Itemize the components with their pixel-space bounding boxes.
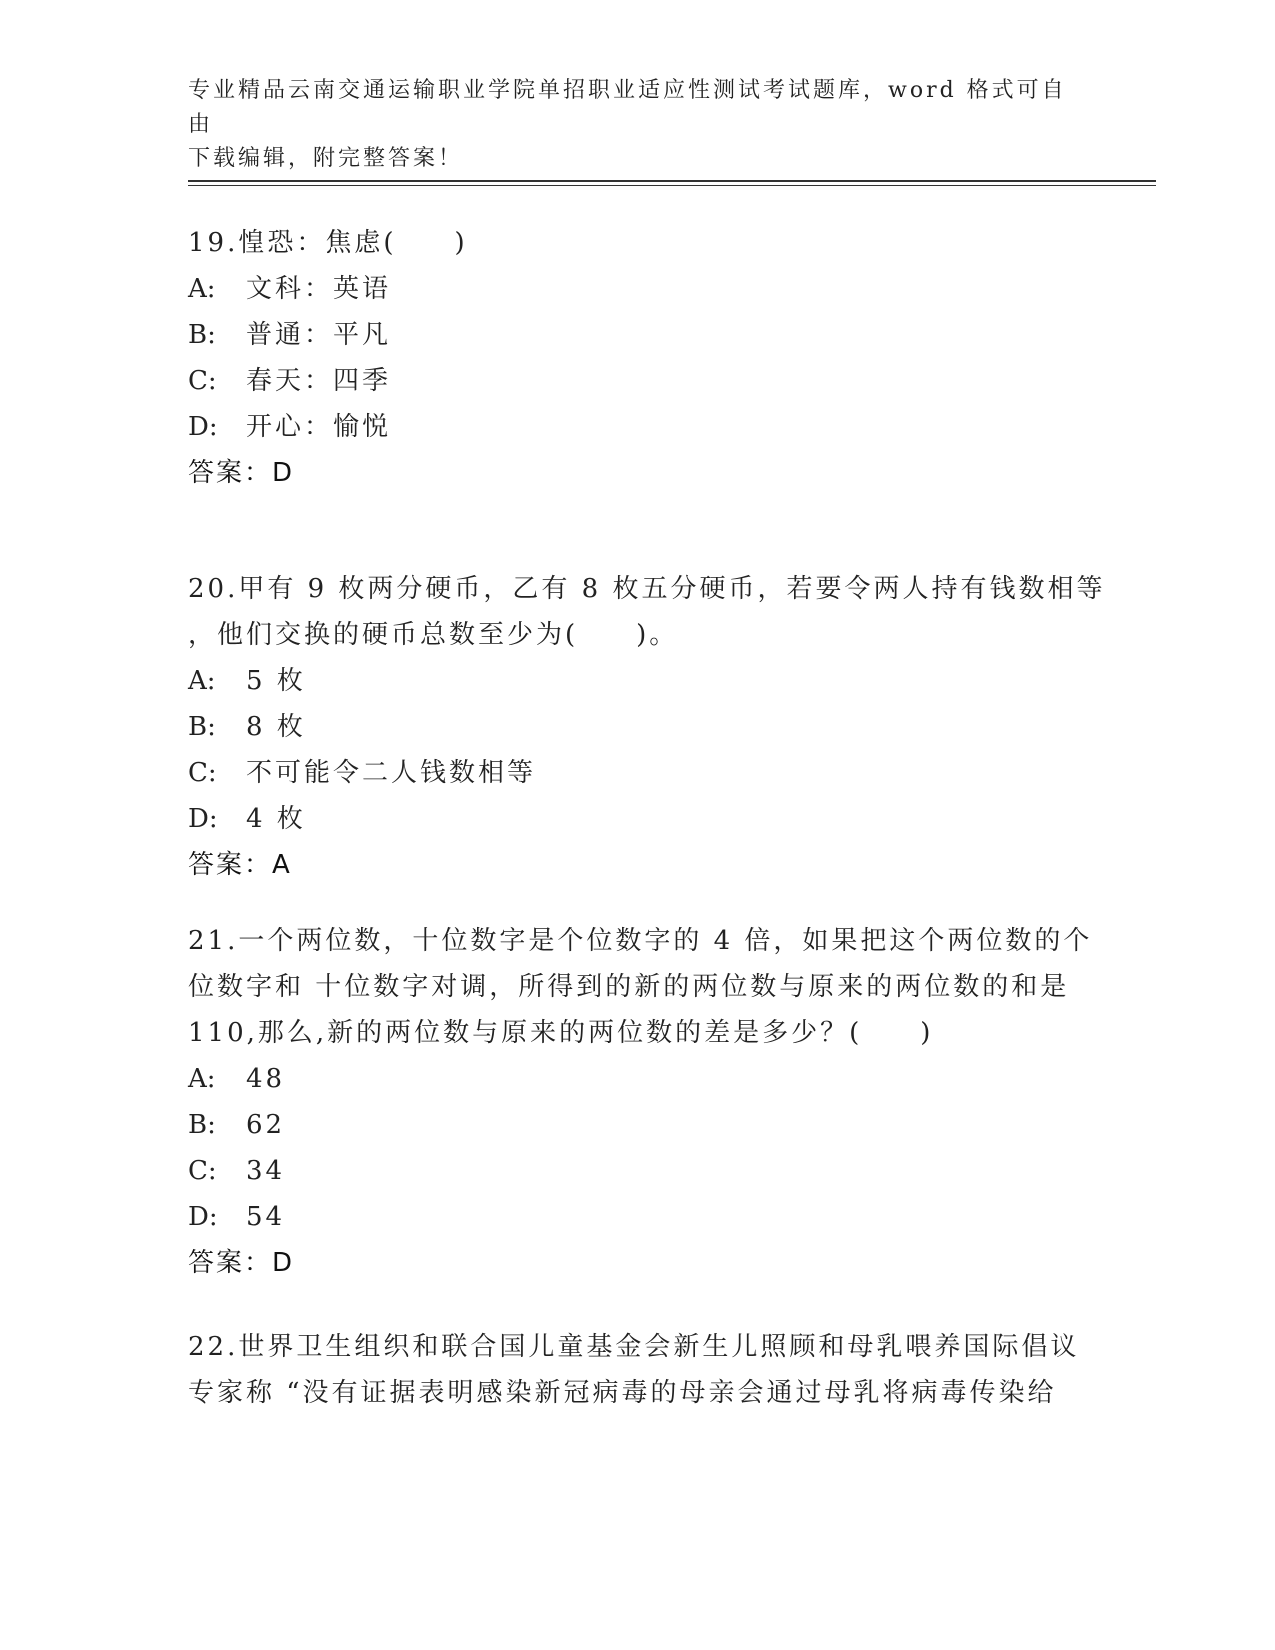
- question-stem: 19.惶恐：焦虑( ): [188, 228, 468, 258]
- question-stem: 22.世界卫生组织和联合国儿童基金会新生儿照顾和母乳喂养国际倡议: [188, 1332, 1080, 1362]
- option-d: [188, 404, 1088, 450]
- option-letter: C:: [188, 1156, 217, 1186]
- option-text: 文科：英语: [246, 274, 392, 304]
- option-text: 48: [246, 1064, 286, 1094]
- question-19: [188, 220, 1088, 496]
- option-letter: C:: [188, 366, 217, 396]
- option-text: 4 枚: [246, 804, 306, 834]
- option-a: [188, 266, 1088, 312]
- question-20: [188, 566, 1106, 888]
- option-d: [188, 1194, 1088, 1240]
- option-text: 不可能令二人钱数相等: [246, 758, 537, 788]
- option-b: [188, 704, 1088, 750]
- option-letter: B:: [188, 712, 216, 742]
- header-divider-thin: [188, 185, 1156, 186]
- option-b: [188, 1102, 1088, 1148]
- header-line-2: 下载编辑，附完整答案！: [188, 146, 464, 171]
- answer-line: 答案：D: [188, 458, 295, 488]
- option-text: 春天：四季: [246, 366, 392, 396]
- answer-line: 答案：A: [188, 850, 292, 880]
- option-letter: A:: [188, 666, 216, 696]
- option-text: 62: [246, 1110, 286, 1140]
- answer-line: 答案：D: [188, 1248, 295, 1278]
- option-text: 8 枚: [246, 712, 306, 742]
- option-letter: D:: [188, 412, 218, 442]
- header-line-1: 专业精品云南交通运输职业学院单招职业适应性测试考试题库，word 格式可自由: [188, 78, 1067, 137]
- option-c: [188, 358, 1088, 404]
- question-stem: 20.甲有 9 枚两分硬币，乙有 8 枚五分硬币，若要令两人持有钱数相等: [188, 574, 1106, 604]
- option-text: 开心：愉悦: [246, 412, 392, 442]
- header-divider-thick: [188, 180, 1156, 182]
- question-stem-cont: ，他们交换的硬币总数至少为( )。: [188, 620, 679, 650]
- question-21: [188, 918, 1093, 1286]
- option-c: [188, 1148, 1088, 1194]
- option-letter: C:: [188, 758, 217, 788]
- option-letter: A:: [188, 1064, 216, 1094]
- option-letter: B:: [188, 1110, 216, 1140]
- option-b: [188, 312, 1088, 358]
- option-c: [188, 750, 1088, 796]
- question-stem-cont: 位数字和 十位数字对调，所得到的新的两位数与原来的两位数的和是: [188, 972, 1070, 1002]
- document-header: [188, 74, 1088, 176]
- option-letter: A:: [188, 274, 216, 304]
- option-d: [188, 796, 1088, 842]
- option-letter: B:: [188, 320, 216, 350]
- question-stem-cont: 专家称 “没有证据表明感染新冠病毒的母亲会通过母乳将病毒传染给: [188, 1378, 1057, 1408]
- question-stem-cont: 110,那么,新的两位数与原来的两位数的差是多少？( ): [188, 1018, 934, 1048]
- option-letter: D:: [188, 1202, 218, 1232]
- question-stem: 21.一个两位数，十位数字是个位数字的 4 倍，如果把这个两位数的个: [188, 926, 1093, 956]
- option-text: 普通：平凡: [246, 320, 392, 350]
- option-letter: D:: [188, 804, 218, 834]
- option-text: 34: [246, 1156, 286, 1186]
- question-22: [188, 1324, 1088, 1416]
- option-a: [188, 1056, 1088, 1102]
- option-text: 5 枚: [246, 666, 306, 696]
- option-a: [188, 658, 1088, 704]
- option-text: 54: [246, 1202, 286, 1232]
